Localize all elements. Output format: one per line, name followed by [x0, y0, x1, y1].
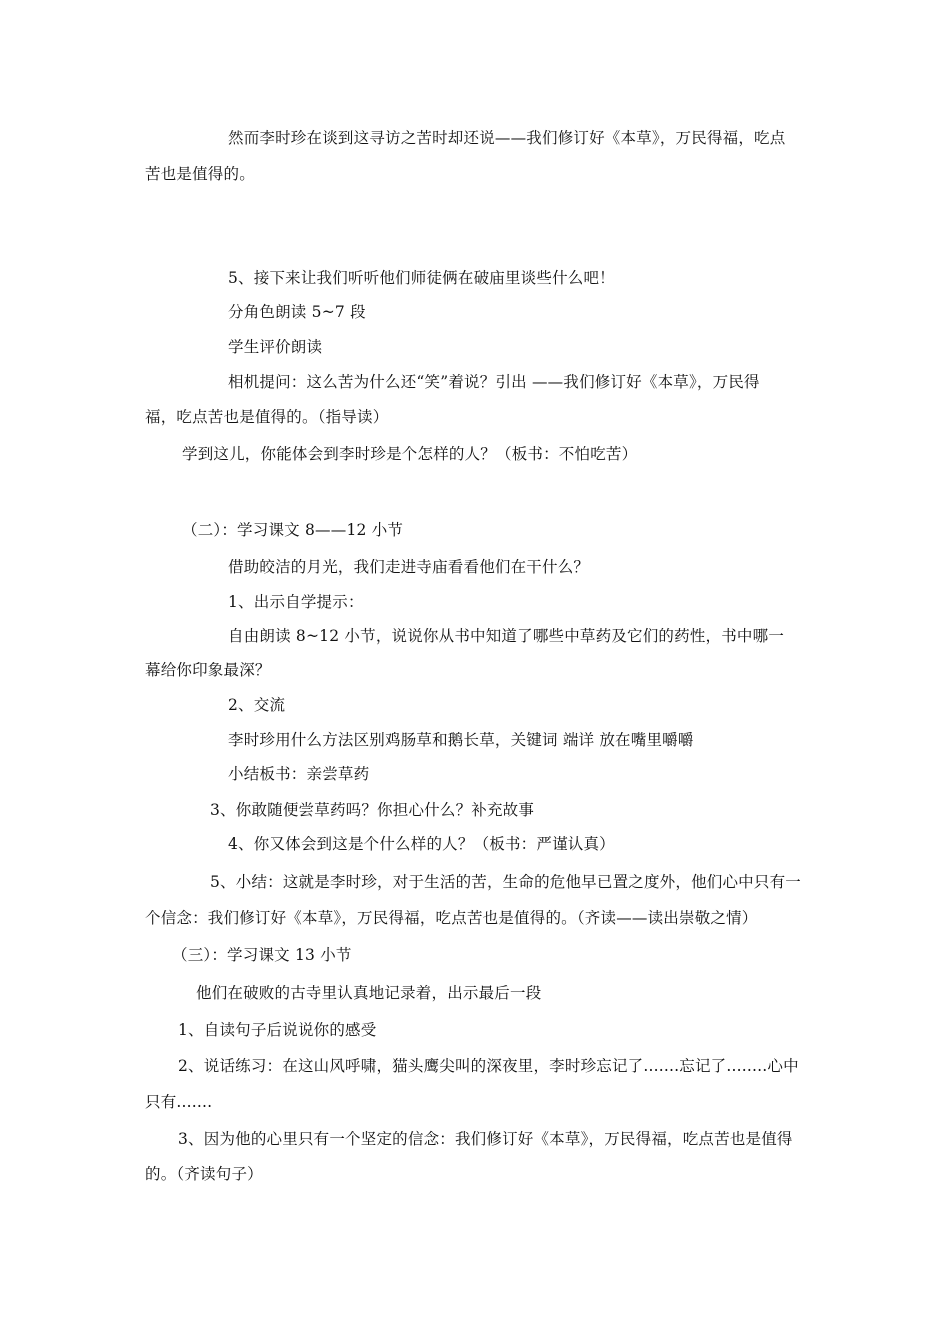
paragraph-line: 然而李时珍在谈到这寻访之苦时却还说——我们修订好《本草》，万民得福，吃点: [228, 129, 786, 147]
paragraph-line: 自由朗读 8~12 小节，说说你从书中知道了哪些中草药及它们的药性，书中哪一: [228, 627, 785, 645]
paragraph-line: 5、小结：这就是李时珍，对于生活的苦，生命的危他早已置之度外，他们心中只有一: [210, 873, 801, 891]
paragraph-line: 学到这儿，你能体会到李时珍是个怎样的人？（板书：不怕吃苦）: [182, 445, 638, 463]
paragraph-line: 借助皎洁的月光，我们走进寺庙看看他们在干什么？: [228, 558, 590, 576]
paragraph-line: 他们在破败的古寺里认真地记录着，出示最后一段: [196, 984, 542, 1002]
paragraph-line: 李时珍用什么方法区别鸡肠草和鹅长草，关键词 端详 放在嘴里嚼嚼: [228, 731, 694, 749]
paragraph-line: 只有.......: [145, 1093, 213, 1111]
paragraph-line: 1、出示自学提示：: [228, 593, 364, 611]
paragraph-line: 的。（齐读句子）: [145, 1165, 263, 1183]
paragraph-line: 相机提问：这么苦为什么还“笑”着说？引出 ——我们修订好《本草》，万民得: [228, 373, 760, 391]
paragraph-line: 苦也是值得的。: [145, 165, 255, 183]
paragraph-line: 3、你敢随便尝草药吗？你担心什么？补充故事: [210, 801, 535, 819]
paragraph-line: 幕给你印象最深？: [145, 661, 271, 679]
paragraph-line: 4、你又体会到这是个什么样的人？（板书：严谨认真）: [228, 835, 615, 853]
paragraph-line: 学生评价朗读: [228, 338, 323, 356]
paragraph-line: 3、因为他的心里只有一个坚定的信念：我们修订好《本草》，万民得福，吃点苦也是值得: [178, 1130, 793, 1148]
section-heading: （二）：学习课文 8——12 小节: [182, 521, 404, 539]
paragraph-line: 1、自读句子后说说你的感受: [178, 1021, 377, 1039]
paragraph-line: 5、接下来让我们听听他们师徒俩在破庙里谈些什么吧！: [228, 269, 615, 287]
paragraph-line: 福，吃点苦也是值得的。（指导读）: [145, 408, 389, 426]
paragraph-line: 个信念：我们修订好《本草》，万民得福，吃点苦也是值得的。（齐读——读出崇敬之情）: [145, 909, 758, 927]
paragraph-line: 2、交流: [228, 696, 286, 714]
paragraph-line: 2、说话练习：在这山风呼啸，猫头鹰尖叫的深夜里，李时珍忘记了.......忘记了........心中: [178, 1057, 799, 1075]
paragraph-line: 分角色朗读 5~7 段: [228, 303, 366, 321]
section-heading: （三）：学习课文 13 小节: [172, 946, 352, 964]
paragraph-line: 小结板书：亲尝草药: [228, 765, 370, 783]
